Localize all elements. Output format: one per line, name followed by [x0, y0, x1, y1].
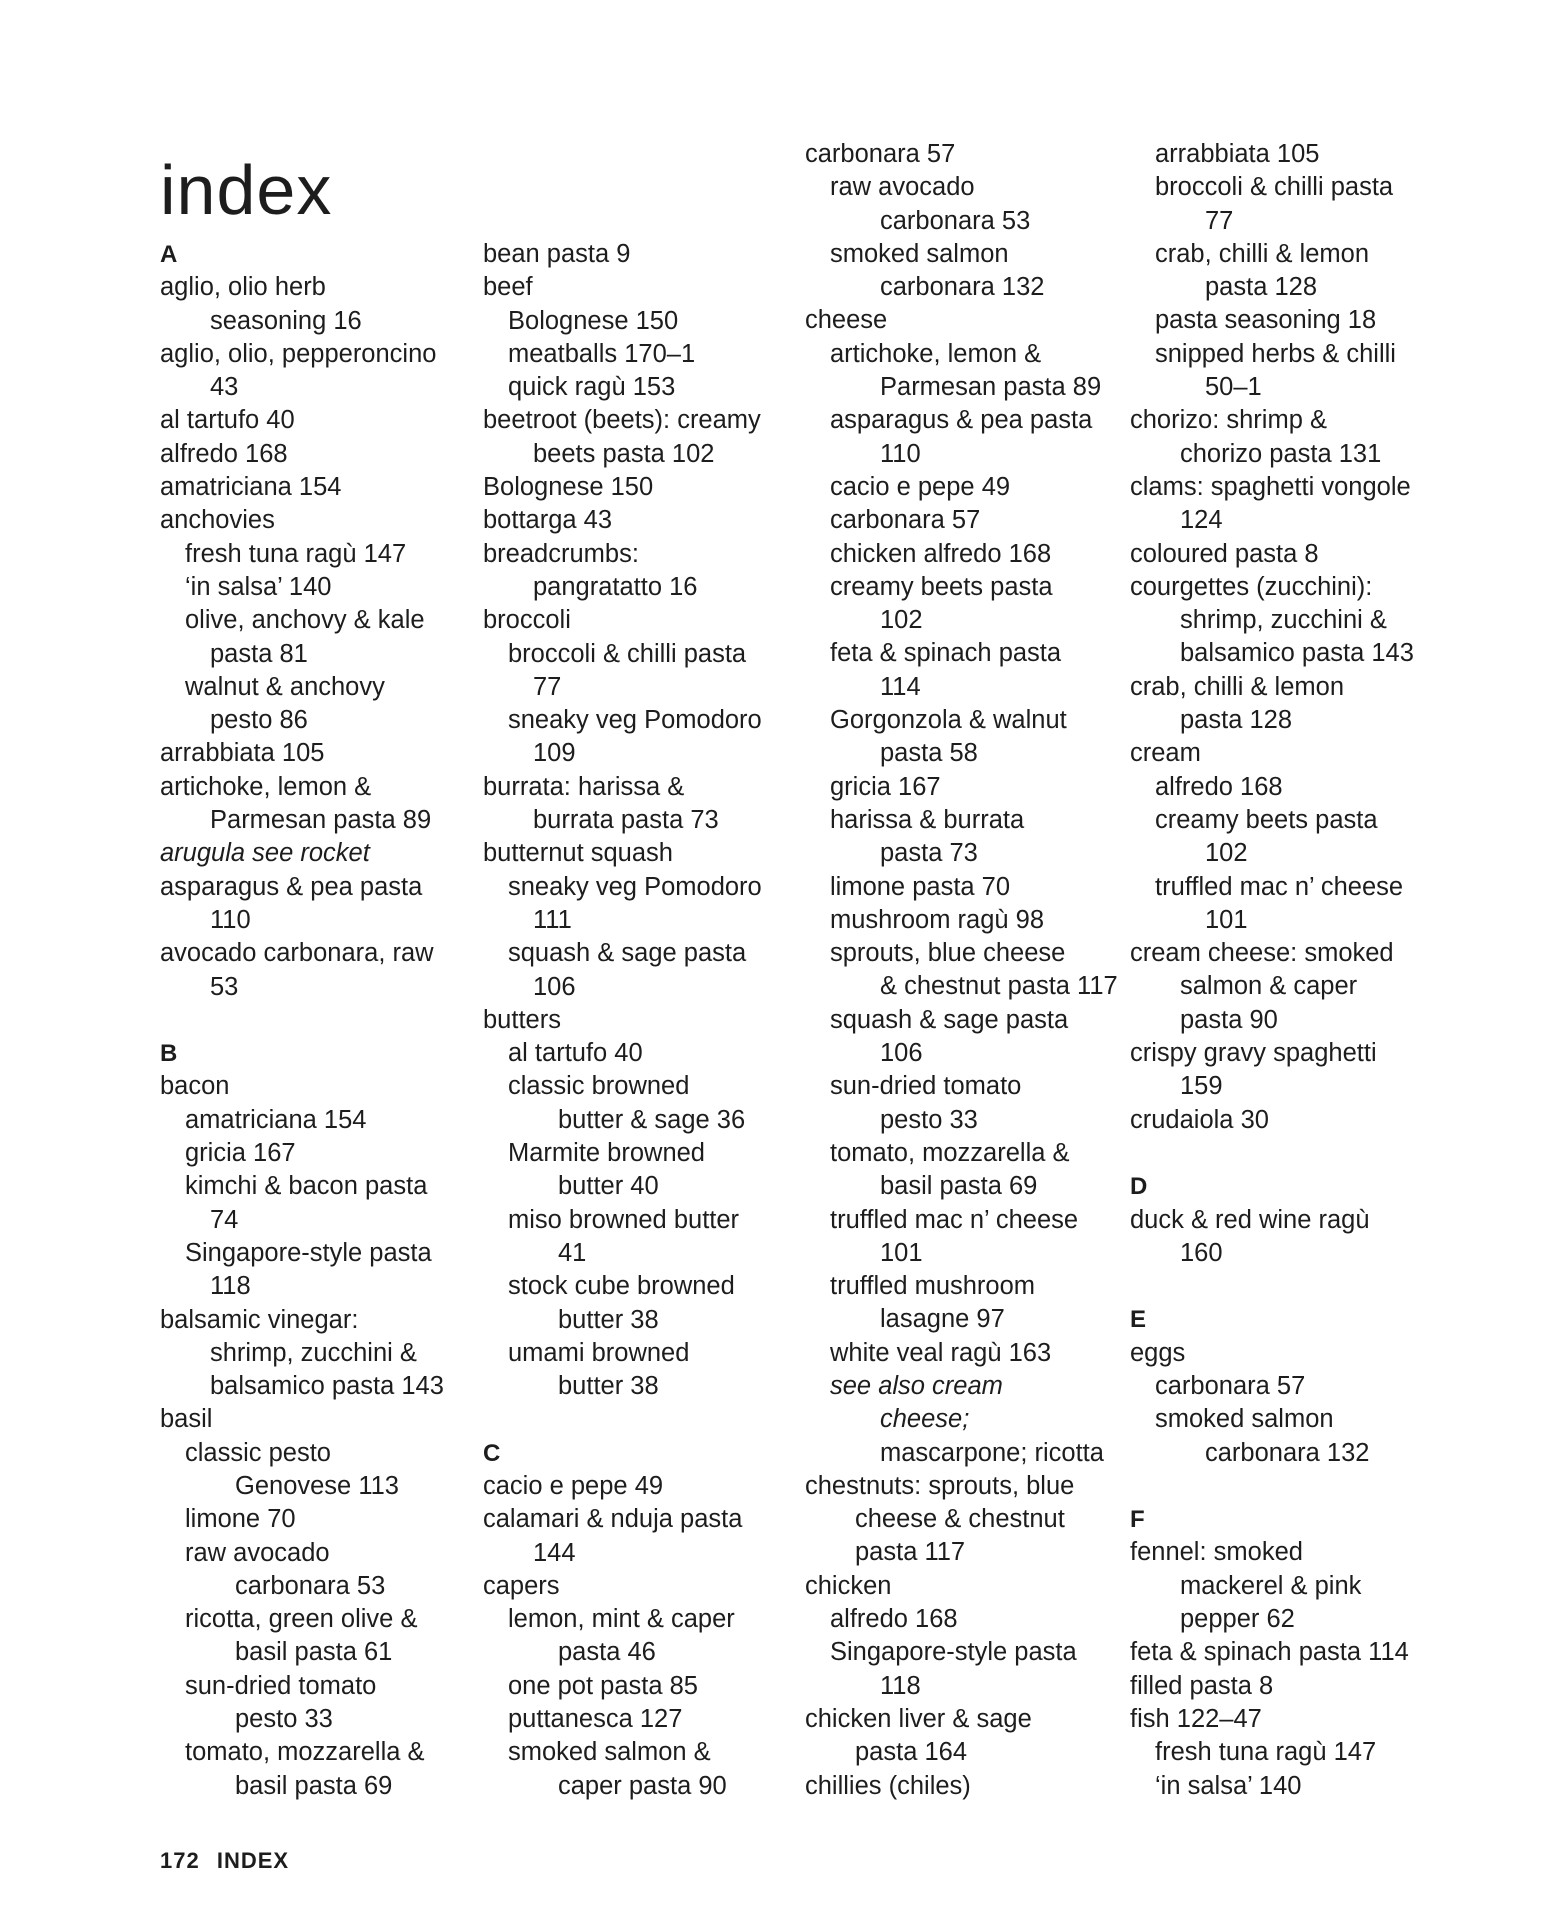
index-entry: sneaky veg Pomodoro — [508, 706, 762, 735]
index-entry: Singapore-style pasta — [830, 1638, 1077, 1667]
index-entry: pasta 117 — [855, 1538, 966, 1567]
index-entry: broccoli — [483, 606, 571, 635]
index-entry: pasta 58 — [880, 739, 978, 768]
index-entry: squash & sage pasta — [508, 939, 747, 968]
index-entry: pasta 73 — [880, 839, 978, 868]
index-entry: Bolognese 150 — [508, 306, 679, 335]
index-column-1 — [160, 238, 444, 1803]
index-entry: aglio, olio herb — [160, 273, 326, 302]
index-entry: feta & spinach pasta — [830, 639, 1062, 668]
index-entry: aglio, olio, pepperoncino — [160, 339, 437, 368]
index-entry: sneaky veg Pomodoro — [508, 872, 762, 901]
index-entry: smoked salmon — [830, 239, 1009, 268]
index-entry: al tartufo 40 — [508, 1039, 643, 1068]
index-entry: beets pasta 102 — [533, 439, 715, 468]
index-entry: 77 — [1205, 206, 1234, 235]
index-entry: pepper 62 — [1180, 1605, 1295, 1634]
index-entry: duck & red wine ragù — [1130, 1205, 1370, 1234]
index-entry: tomato, mozzarella & — [830, 1138, 1070, 1167]
index-entry: Parmesan pasta 89 — [210, 806, 432, 835]
index-entry: 110 — [210, 905, 251, 934]
index-entry: courgettes (zucchini): — [1130, 572, 1373, 601]
index-entry: pesto 86 — [210, 706, 308, 735]
index-entry: cacio e pepe 49 — [483, 1471, 664, 1500]
section-letter-heading: E — [1130, 1306, 1147, 1334]
index-entry: salmon & caper — [1180, 972, 1358, 1001]
index-entry: basil pasta 61 — [235, 1638, 393, 1667]
index-entry: classic pesto — [185, 1438, 331, 1467]
index-entry: fennel: smoked — [1130, 1538, 1303, 1567]
index-entry: chorizo pasta 131 — [1180, 439, 1382, 468]
index-entry: olive, anchovy & kale — [185, 606, 425, 635]
index-entry: 102 — [1205, 839, 1248, 868]
index-entry: 110 — [880, 439, 921, 468]
index-entry: white veal ragù 163 — [830, 1338, 1052, 1367]
index-entry: bean pasta 9 — [483, 240, 631, 268]
index-entry: lemon, mint & caper — [508, 1605, 735, 1634]
index-entry: mackerel & pink — [1180, 1571, 1362, 1600]
section-spacer — [483, 1403, 762, 1436]
index-entry: meatballs 170–1 — [508, 339, 696, 368]
index-entry: raw avocado — [185, 1538, 330, 1567]
index-entry: amatriciana 154 — [160, 473, 342, 502]
footer-label: INDEX — [216, 1848, 290, 1873]
index-entry: limone 70 — [185, 1505, 296, 1534]
index-entry: pasta 81 — [210, 639, 308, 668]
index-entry: ‘in salsa’ 140 — [185, 572, 332, 601]
index-entry: broccoli & chilli pasta — [508, 639, 747, 668]
index-entry: butter & sage 36 — [558, 1105, 746, 1134]
index-entry: see also cream — [830, 1371, 1003, 1400]
index-entry: broccoli & chilli pasta — [1155, 173, 1394, 202]
index-entry: crudaiola 30 — [1130, 1105, 1269, 1134]
section-spacer — [1130, 1470, 1414, 1503]
index-entry: raw avocado — [830, 173, 975, 202]
page-title: index — [160, 151, 333, 229]
index-entry: 53 — [210, 972, 239, 1001]
index-entry: seasoning 16 — [210, 306, 362, 335]
index-entry: artichoke, lemon & — [830, 339, 1042, 368]
index-entry: eggs — [1130, 1338, 1186, 1367]
index-entry: 118 — [210, 1272, 251, 1301]
index-entry: carbonara 53 — [880, 206, 1031, 235]
index-entry: smoked salmon & — [508, 1738, 711, 1767]
index-entry: gricia 167 — [830, 772, 941, 801]
section-spacer — [160, 1004, 444, 1037]
index-entry: chestnuts: sprouts, blue — [805, 1471, 1075, 1500]
index-column-4 — [1130, 138, 1414, 1803]
index-entry: arrabbiata 105 — [160, 739, 325, 768]
index-entry: umami browned — [508, 1338, 690, 1367]
index-entry: chicken — [805, 1571, 892, 1600]
index-entry: 41 — [558, 1238, 587, 1267]
section-letter-heading: D — [1130, 1173, 1148, 1201]
index-entry: bacon — [160, 1072, 230, 1101]
index-entry: balsamico pasta 143 — [1180, 639, 1414, 668]
index-entry: fish 122–47 — [1130, 1704, 1262, 1733]
index-entry: 124 — [1180, 506, 1223, 535]
index-entry: butter 38 — [558, 1305, 659, 1334]
index-entry: asparagus & pea pasta — [830, 406, 1093, 435]
index-entry: creamy beets pasta — [830, 572, 1053, 601]
index-entry: chicken alfredo 168 — [830, 539, 1052, 568]
index-entry: alfredo 168 — [1155, 772, 1283, 801]
index-entry: creamy beets pasta — [1155, 805, 1378, 834]
index-entry: balsamic vinegar: — [160, 1305, 359, 1334]
page-footer — [160, 1848, 289, 1874]
index-entry: ricotta, green olive & — [185, 1605, 418, 1634]
index-entry: artichoke, lemon & — [160, 772, 372, 801]
index-entry: butternut squash — [483, 839, 673, 868]
section-letter-heading: A — [160, 241, 178, 268]
index-entry: pasta 128 — [1180, 706, 1293, 735]
index-entry: puttanesca 127 — [508, 1705, 683, 1734]
index-entry: arrabbiata 105 — [1155, 140, 1320, 168]
index-entry: carbonara 132 — [880, 273, 1045, 302]
index-entry: beetroot (beets): creamy — [483, 406, 761, 435]
index-entry: Bolognese 150 — [483, 473, 654, 502]
index-entry: alfredo 168 — [160, 439, 288, 468]
index-entry: 111 — [533, 905, 572, 934]
index-entry: butter 38 — [558, 1372, 659, 1401]
index-entry: sprouts, blue cheese — [830, 939, 1066, 968]
index-entry: snipped herbs & chilli — [1155, 339, 1396, 368]
index-entry: amatriciana 154 — [185, 1105, 367, 1134]
index-entry: chicken liver & sage — [805, 1704, 1032, 1733]
index-entry: crab, chilli & lemon — [1130, 672, 1344, 701]
index-entry: ‘in salsa’ 140 — [1155, 1771, 1302, 1800]
index-entry: 118 — [880, 1671, 921, 1700]
index-entry: harissa & burrata — [830, 805, 1025, 834]
page-number: 172 — [160, 1848, 200, 1873]
index-entry: butters — [483, 1005, 561, 1034]
index-entry: cream — [1130, 739, 1201, 768]
index-entry: truffled mac n’ cheese — [1155, 872, 1404, 901]
index-entry: 144 — [533, 1538, 576, 1567]
index-entry: cheese — [805, 306, 888, 335]
index-entry: 114 — [880, 672, 921, 701]
index-entry: shrimp, zucchini & — [1180, 606, 1387, 635]
index-entry: cheese & chestnut — [855, 1505, 1065, 1534]
index-entry: pasta seasoning 18 — [1155, 306, 1377, 335]
index-entry: limone pasta 70 — [830, 872, 1011, 901]
index-entry: quick ragù 153 — [508, 373, 676, 402]
index-entry: cream cheese: smoked — [1130, 939, 1394, 968]
index-entry: 101 — [1205, 905, 1248, 934]
index-entry: anchovies — [160, 506, 275, 535]
index-entry: crab, chilli & lemon — [1155, 239, 1369, 268]
index-column-3 — [805, 138, 1118, 1803]
index-entry: 101 — [880, 1238, 923, 1267]
index-entry: sun-dried tomato — [830, 1072, 1022, 1101]
index-entry: smoked salmon — [1155, 1405, 1334, 1434]
index-entry: asparagus & pea pasta — [160, 872, 423, 901]
section-letter-heading: B — [160, 1040, 178, 1068]
index-entry: lasagne 97 — [880, 1305, 1005, 1334]
index-entry: miso browned butter — [508, 1205, 740, 1234]
index-entry: stock cube browned — [508, 1272, 735, 1301]
index-entry: fresh tuna ragù 147 — [185, 539, 407, 568]
section-letter-heading: C — [483, 1439, 501, 1467]
index-entry: breadcrumbs: — [483, 539, 639, 568]
index-entry: arugula see rocket — [160, 839, 370, 868]
index-entry: Marmite browned — [508, 1139, 705, 1168]
index-entry: 50–1 — [1205, 373, 1262, 402]
index-entry: caper pasta 90 — [558, 1771, 727, 1800]
index-entry: fresh tuna ragù 147 — [1155, 1738, 1377, 1767]
section-spacer — [1130, 1270, 1414, 1303]
index-entry: pasta 90 — [1180, 1005, 1278, 1034]
index-entry: & chestnut pasta 117 — [880, 972, 1118, 1001]
index-entry: feta & spinach pasta 114 — [1130, 1638, 1409, 1667]
index-entry: 43 — [210, 373, 239, 402]
index-entry: carbonara 53 — [235, 1571, 386, 1600]
index-entry: truffled mac n’ cheese — [830, 1205, 1079, 1234]
index-entry: al tartufo 40 — [160, 406, 295, 435]
index-entry: burrata: harissa & — [483, 772, 685, 801]
index-entry: crispy gravy spaghetti — [1130, 1039, 1377, 1068]
index-entry: classic browned — [508, 1072, 690, 1101]
index-entry: walnut & anchovy — [185, 672, 385, 701]
index-entry: cheese; — [880, 1405, 970, 1434]
index-entry: cacio e pepe 49 — [830, 472, 1011, 501]
index-entry: chillies (chiles) — [805, 1771, 971, 1800]
index-entry: squash & sage pasta — [830, 1005, 1069, 1034]
index-entry: pasta 46 — [558, 1638, 656, 1667]
index-entry: beef — [483, 273, 533, 302]
index-entry: 77 — [533, 672, 562, 701]
index-entry: carbonara 132 — [1205, 1438, 1370, 1467]
index-entry: tomato, mozzarella & — [185, 1738, 425, 1767]
index-entry: truffled mushroom — [830, 1272, 1036, 1301]
index-entry: capers — [483, 1571, 560, 1600]
index-entry: pangratatto 16 — [533, 572, 698, 601]
index-entry: Genovese 113 — [235, 1471, 399, 1500]
index-entry: gricia 167 — [185, 1139, 296, 1168]
index-entry: clams: spaghetti vongole — [1130, 472, 1411, 501]
index-entry: 106 — [880, 1039, 923, 1068]
index-entry: 160 — [1180, 1238, 1223, 1267]
index-entry: coloured pasta 8 — [1130, 539, 1319, 568]
index-entry: carbonara 57 — [805, 140, 956, 168]
index-entry: bottarga 43 — [483, 506, 613, 535]
index-entry: 102 — [880, 606, 923, 635]
index-entry: alfredo 168 — [830, 1605, 958, 1634]
index-entry: kimchi & bacon pasta — [185, 1172, 428, 1201]
index-entry: pesto 33 — [235, 1705, 333, 1734]
index-entry: basil — [160, 1405, 213, 1434]
index-entry: shrimp, zucchini & — [210, 1338, 417, 1367]
index-entry: pasta 128 — [1205, 273, 1318, 302]
index-entry: filled pasta 8 — [1130, 1671, 1274, 1700]
section-spacer — [1130, 1137, 1414, 1170]
index-entry: Parmesan pasta 89 — [880, 373, 1102, 402]
index-column-2 — [483, 238, 762, 1803]
index-entry: 74 — [210, 1205, 239, 1234]
index-entry: calamari & nduja pasta — [483, 1505, 743, 1534]
index-entry: basil pasta 69 — [880, 1172, 1038, 1201]
index-entry: avocado carbonara, raw — [160, 939, 434, 968]
index-entry: pesto 33 — [880, 1105, 978, 1134]
index-entry: mushroom ragù 98 — [830, 905, 1045, 934]
index-entry: carbonara 57 — [830, 506, 981, 535]
index-entry: Gorgonzola & walnut — [830, 706, 1067, 735]
index-entry: 109 — [533, 739, 576, 768]
index-entry: 159 — [1180, 1072, 1223, 1101]
index-entry: one pot pasta 85 — [508, 1671, 698, 1700]
index-entry: mascarpone; ricotta — [880, 1438, 1104, 1467]
index-entry: 106 — [533, 972, 576, 1001]
index-entry: Singapore-style pasta — [185, 1238, 432, 1267]
index-entry: chorizo: shrimp & — [1130, 406, 1327, 435]
index-entry: pasta 164 — [855, 1738, 968, 1767]
index-entry: carbonara 57 — [1155, 1371, 1306, 1400]
index-entry: butter 40 — [558, 1172, 659, 1201]
index-entry: balsamico pasta 143 — [210, 1372, 444, 1401]
index-entry: burrata pasta 73 — [533, 806, 719, 835]
index-entry: sun-dried tomato — [185, 1671, 377, 1700]
index-entry: basil pasta 69 — [235, 1771, 393, 1800]
section-letter-heading: F — [1130, 1506, 1145, 1534]
